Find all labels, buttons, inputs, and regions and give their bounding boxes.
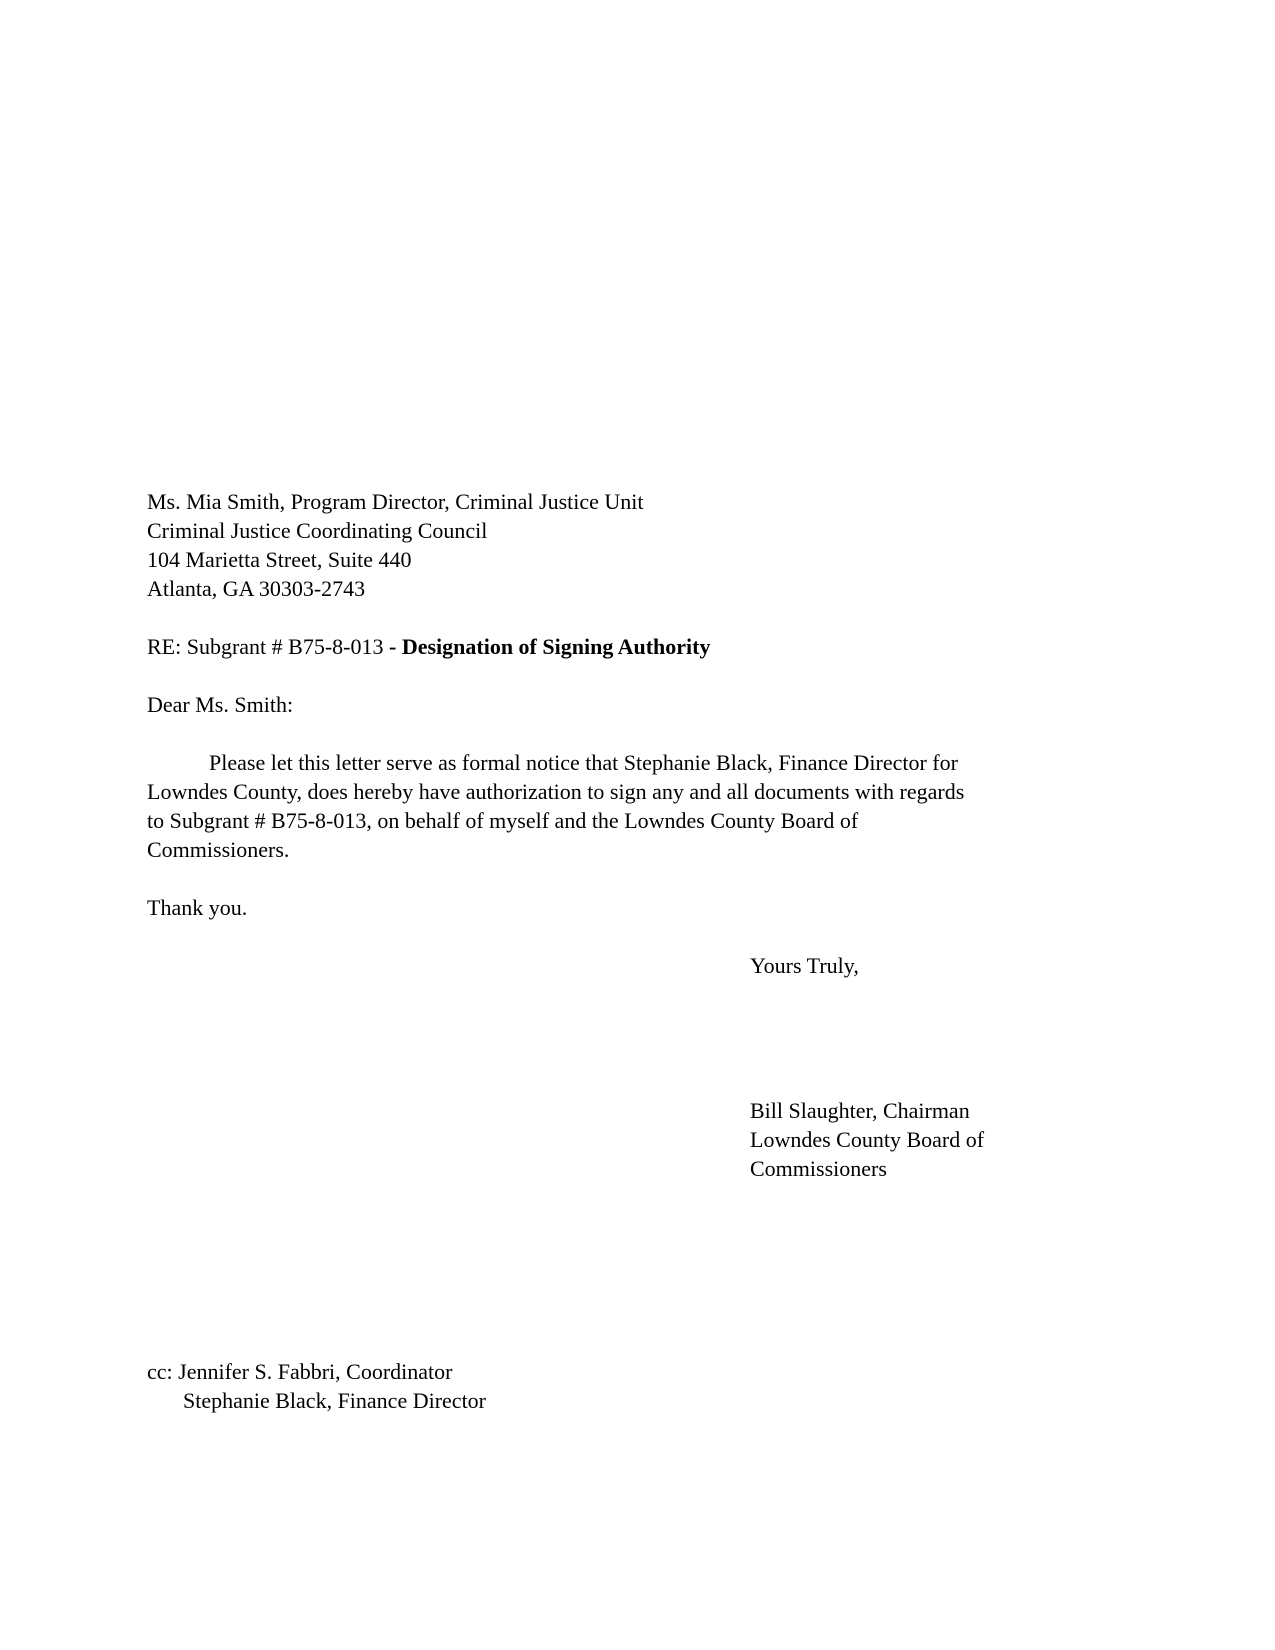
recipient-line: Atlanta, GA 30303-2743 bbox=[147, 576, 366, 601]
closing: Yours Truly, bbox=[750, 953, 859, 978]
body-line: Commissioners. bbox=[147, 837, 290, 862]
signature-block bbox=[750, 1096, 1175, 1183]
subject-prefix: RE: Subgrant # B75-8-013 bbox=[147, 634, 389, 659]
signature-line: Bill Slaughter, Chairman bbox=[750, 1098, 970, 1123]
body-line: Please let this letter serve as formal notice that Stephanie Black, Finance Director for bbox=[209, 750, 958, 775]
signature-line: Commissioners bbox=[750, 1156, 887, 1181]
salutation: Dear Ms. Smith: bbox=[147, 692, 294, 717]
recipient-address bbox=[147, 487, 1175, 603]
body-line: Lowndes County, does hereby have authorization to sign any and all documents with regards bbox=[147, 779, 965, 804]
cc-line: cc: Jennifer S. Fabbri, Coordinator bbox=[147, 1359, 453, 1384]
subject-line bbox=[147, 632, 1175, 661]
recipient-line: Ms. Mia Smith, Program Director, Criminal Justice Unit bbox=[147, 489, 644, 514]
recipient-line: Criminal Justice Coordinating Council bbox=[147, 518, 488, 543]
body-line: to Subgrant # B75-8-013, on behalf of myself and the Lowndes County Board of bbox=[147, 808, 859, 833]
cc-block bbox=[147, 1357, 1175, 1415]
subject-title: - Designation of Signing Authority bbox=[389, 634, 711, 659]
thank-you: Thank you. bbox=[147, 895, 248, 920]
body-paragraph bbox=[147, 748, 1175, 864]
recipient-line: 104 Marietta Street, Suite 440 bbox=[147, 547, 412, 572]
signature-line: Lowndes County Board of bbox=[750, 1127, 985, 1152]
cc-line: Stephanie Black, Finance Director bbox=[183, 1388, 487, 1413]
